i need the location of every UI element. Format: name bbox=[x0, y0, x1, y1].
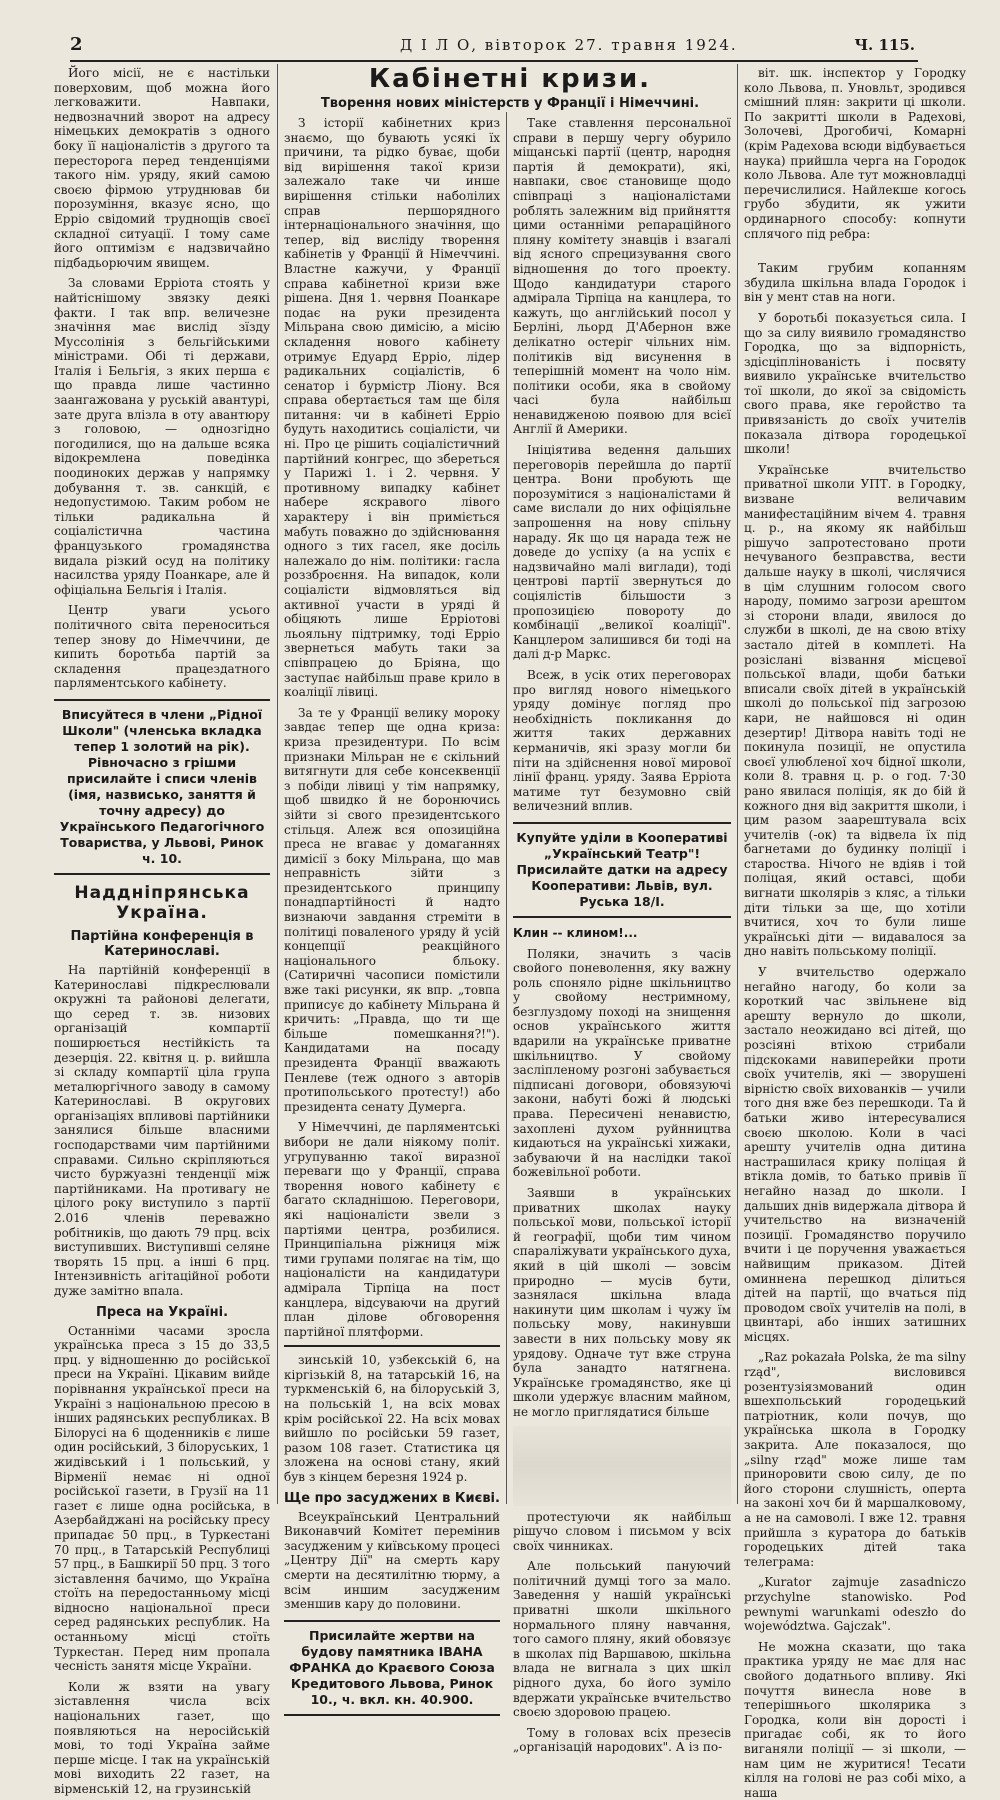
article-paragraph: Ініціятива ведення дальших переговорів перейшла до партії центра. Вони пробують ще порозумітися з націоналістами й саме вислали до них офіціяльне запрошення на нову спільну нараду. Як що ця нарада теж не доведе до успіху (а на успіх є надзвичайно малі виглади), тоді центрові партії звернуться до соціялістів більшости з пропозицією повороту до комбінації „великої коаліції". Канцлером залишився би тоді на далі д-р Маркс. bbox=[513, 443, 731, 662]
article-title-klin: Клин -- клином!... bbox=[513, 925, 638, 940]
article-paragraph: Українське вчительство приватної школи УПТ. в Городку, визване величавим манифестаційним вічем 4. травня ц. р., на якому як найбільш рішучо запротестовано проти нечуваного безправства, вести дальше науку в школі, числячися в цім слушним голосом свого народу, помимо загрози арештом зі сторони влади, явилося до служби в школі, де на свою втіху застало дітей в комплеті. На розіслані візвання місцевої польської влади, щоби батьки вписали своїх дітей в українській школі до польської під загрозою кари, не найшовся ні один дезертир! Дітвора навіть тоді не покинула позиції, не опустила своєї улюбленої хоч бідної школи, коли 8. травня ц. р. о год. 7·30 рано явилася поліція, як до бій й кожного дня від закриття школи, і цим разом заарештувала всіх учителів (-ок) та відвела їх під багнетами до будинку поліції і староства. Нічого не вдіяв і той поліцая, який оставсі, щоби вигнати школярів з кляс, а тільки діти тільки за ще, що хотіли вчитися, хоч то були лише українські діти — видавалося за дно навіть польському поліції. bbox=[744, 462, 966, 959]
article-paragraph: Останніми часами зросла українська преса з 15 до 33,5 прц. у відношенню до російської преси на Україні. Цікавим вийде порівнання української преси на Україні з національною пресою в інших радянських республиках. В Білорусі на 6 щоденників є лише один російський, 3 білоруських, 1 жидівський і 1 польський, у Вірменії немає ні одної російської газети, в Грузії на 11 газет є лише одна російська, в Азербайджані на російську пресу припадає 50 прц., в Туркестані 70 прц., в Татарській Республиці 57 прц., в Башкирії 50 прц. З того зіставлення бачимо, що Україна стоїть на передостанньому місці відносно національної преси серед радянських республик. На останньому місці стоїть Туркестан. Перед ним пропала чесність занятя місце України. bbox=[54, 1323, 270, 1674]
article-paragraph: Його місії, не є настільки поверховим, щоб можна його легковажити. Навпаки, недвозначний зворот на адресу німецьких демократів з одного боку її націоналістів з другого та пересторога перед тенденціями такого нім. уряду, який самою своєю фірмою утруднював би порозуміння, вказує ясно, що Ерріо свідомий труднощів своєї складної ситуації. І тому саме його оптимізм є надзвичайно підбадьорючим явищем. bbox=[54, 66, 270, 270]
article-paragraph: Тому в головах всіх презесів „організацій народових". А із по- bbox=[513, 1725, 731, 1755]
column-4 bbox=[744, 66, 966, 1800]
article-paragraph: Поляки, значить з часів свойого поневолення, яку важну роль споняло рідне шкільництво у свойому нестримному, безглуздому поході на знищення основ українського життя вдарили на українське приватне шкільництво. У свойому засліпленому розгоні забувається підписані договори, обовязуючі закони, набуті божі й людські права. Пересичені ненавистю, захоплені духом руйнництва кидаються на українські хижаки, забуваючи й на наслідки такої божевільної роботи. bbox=[513, 946, 731, 1180]
article-paragraph: віт. шк. інспектор у Городку коло Львова, п. Уновльт, зродився смішний плян: закрити ці школи. По закритті школи в Радехові, Золочеві, Дрогобичі, Комарні (крім Радехова всюди відбувається наука) прийшла черга на Городок коло Львова. Але тут можновладці перечислилися. Найлекше когось грубо збудити, як ужити ординарного способу: копнути сплячого під ребра: bbox=[744, 66, 966, 241]
article-paragraph: На партійній конференції в Катеринославі підкреслювали окружні та районові делегати, що серед т. зв. низових організацій компартії поширюється нестійкість та дезерція. 22. квітня ц. р. вийшла зі складу компартії ціла група металюргічного заводу в самому Катеринославі. В округових організаціях впливові партійники занялися більше власними господарствами чим партійними справами. Сильно скріпляються чисто буржуазні тенденції між партійниками. На противагу не цілого року виступило з партії 2.016 членів переважно робітників, що дають 79 прц. всіх виступивших. Виступивші селяне творять 15 прц. а інші 6 прц. Інтензивність агітаційної роботи дуже замітно впала. bbox=[54, 962, 270, 1298]
subheading: Ще про засуджених в Києві. bbox=[284, 1490, 500, 1506]
masthead: Д І Л О, вівторок 27. травня 1924. bbox=[400, 36, 738, 54]
column-divider bbox=[506, 112, 507, 1504]
article-paragraph: „Kurator zajmuje zasadniczo przychylne stanowisko. Pod pewnymi warunkami odeszło do województwa. Gajczak". bbox=[744, 1575, 966, 1634]
article-paragraph: У вчительство одержало негайно нагоду, бо коли за короткий час звільнене від арешту вернуло до школи, застало неожидано всі дітей, що розсіяні втіхою стрибали підскоками навиперейки проти своїх учителів, які — зворушені вірністю своїх вихованків — учили того дня вже без перешкоди. Та й батьки живо інтересувалися своєю школою. Коли в часі арешту учителів одна дитина настрашилася крику поліцая й втікла домів, то батько привів її негайно назад до школи. І дальших днів видержала дітвора й учительство на визначеній позиції. Громадянство поручило вчити і це поручення уважається найвищим приказом. Дітей оминнена перешкод ділиться дітей на партії, що вчаться під проводом своїх учителів на полі, в цвинтарі, або інших затишних місцях. bbox=[744, 965, 966, 1344]
column-divider bbox=[277, 64, 278, 1504]
issue-number: Ч. 115. bbox=[854, 36, 915, 54]
article-paragraph: Центр уваги усього політичного світа переноситься тепер знову до Німеччини, де кипить боротьба партій за складення працездатного парляментського кабінету. bbox=[54, 603, 270, 691]
article-paragraph: Заявши в українських приватних школах науку польської мови, польської історії й географії, щоби тим чином спараліжувати українського духа, який в цій школі — зовсім природно — мусів бути, зазнялася шкільна влада накинути цим школам і чужу їм польську мову, накинувши завести в них польську мову як урядову. Одначе тут вже струна була занадто натягнена. Українське громадянство, яке ці школи удержує власним майном, не могло приглядатися більше bbox=[513, 1186, 731, 1419]
censored-blank bbox=[513, 1426, 731, 1506]
column-divider bbox=[737, 64, 738, 1504]
article-paragraph: Всеукраїнський Центральний Виконавчий Комітет перемінив засудженим у київському процесі „Центру Дії" на смерть кару смерти на десятилітню тюрму, а всім иншим засудженим зменшив кару до половини. bbox=[284, 1509, 500, 1612]
article-subtitle: Творення нових міністерств у Франції і Німеччині. bbox=[320, 96, 700, 111]
article-title: Кабінетні кризи. bbox=[368, 64, 652, 94]
subheading: Преса на Україні. bbox=[95, 1304, 229, 1320]
article-paragraph: У Німеччині, де парляментські вибори не дали ніякому політ. угрупуванню такої виразної переваги що у Франції, справа творення нового кабінету є багато складнішою. Переговори, які націоналісти звели з партіями центра, розбилися. Принципіальна ріжниця між тими групами полягає на тім, що націоналісти на кандидатури адмірала Тірпіца на пост канцлера, відсуваючи на другий план ділове обговорення партійної плятформи. bbox=[284, 1120, 500, 1339]
header-rule bbox=[70, 60, 918, 62]
column-1 bbox=[54, 66, 270, 1796]
divider bbox=[284, 1345, 500, 1347]
page-number: 2 bbox=[70, 34, 83, 55]
censored-gap bbox=[744, 247, 966, 261]
article-paragraph: З історії кабінетних криз знаємо, що бувають усякі їх причини, та рідко буває, щоби від вирішення такої кризи залежало таке чи инше вирішення стільки наболілих справ першорядного інтернаціонального значіння, що тепер, від висліду творення кабінетів у Франції й Німеччині. Властне кажучи, у Франції справа кабінетної кризи вже рішена. Дня 1. червня Поанкаре подає на руки президента Мільрана свою димісію, а місію складення нового кабінету отримує Едуард Ерріо, лідер радикальних соціалістів, 6 сенатор і бурмістр Ліону. Вся справа обертається там ще біля питання: чи в кабінеті Ерріо будуть находитись соціалісти, чи ні. Про це рішить соціалістичний партійний конгрес, що збереться у Парижі 1. і 2. червня. У противному випадку кабінет набере яскравого лівого характеру і він приміється мабуть поважно до здійснювання одного з тих гасел, яке досіль належало до нім. політики: гасла роззброєння. На випадок, коли соціалісти відмовляться від активної участи в уряді й обіцяють лише Ерріотові льояльну підтримку, тоді Ерріо звернеться мабуть таки за співпрацею до Бріяна, що заступає найбільш праве крило в коаліції лівиці. bbox=[284, 116, 500, 700]
page-header bbox=[70, 32, 915, 58]
column-2 bbox=[284, 116, 500, 1707]
article-paragraph: За словами Ерріота стоять у найтіснішому звязку деякі факти. І так впр. величезне значіння має вислід зїзду Муссолінія з бельгійськими міністрами. Обі ті держави, Італія і Бельгія, з яких перша є що правда лише частинно заангажована у руській авантурі, зате друга влізла в оту авантюру з головою, — однозгідно погодилися, що на дальше всяка відокремлена поведінка поодиноких держав у напрямку добування т. зв. санкцій, є недопустимою. Таким робом не тільки радикальна й соціалістична частина французького громадянства видала різкий осуд на політику насилства уряду Поанкаре, але й офіціальна Бельгія і Італія. bbox=[54, 276, 270, 597]
column-3 bbox=[513, 116, 731, 1755]
article-paragraph: За те у Франції велику мороку завдає тепер ще одна криза: криза президентури. По всім признаки Мільран не є скільний витягнути для себе консеквенції з побіди лівиці у тім напрямку, щоб швидко й не боронючись зійти зі свого президентського стільця. Алеж вся опозиційна преса не вгаває у домаганнях димісії з боку Мільрана, що мав неправність зійти з президентського принципу понадпартійності й надто визнаючи завдання стреміти в політиці поваленого уряду й усій концепції реакційного національного бльоку. (Сатиричні часописи помістили вже такі рисунки, як впр. „товпа приписує до кабінету Мільрана й кричить: „Правда, що ти ще більше помешкання?!"). Кандидатами на посаду президента Франції вважають Пенлеве (теж одного з авторів протипольського протесту!) або президента сенату Думерга. bbox=[284, 705, 500, 1114]
announcement-ridna-shkola: Вписуйтеся в члени „Рідної Школи" (членська вкладка тепер 1 золотий на рік). Рівночасно з грішми присилайте і списи членів (імя, назвисько, заняття й точну адресу) до Українського Педагогічного Товариства, у Львові, Ринок ч. 10. bbox=[54, 699, 270, 875]
article-paragraph: „Raz pokazała Polska, że ma silny rząd", висловився розентузіязмований один вшехпольський городецький патріотник, коли почув, що українська школа в Городку закрита. Але показалося, що „silny rząd" може лише там приноровити свою силу, де по його сторони слушність, оперта на законі хоч би й маршалковому, а не на самоволі. І вже 12. травня прийшла з куратора до батьків городецьких дітей така телеграма: bbox=[744, 1350, 966, 1569]
announcement-ukrainian-theatre: Купуйте уділи в Кооперативі „Український Театр"! Присилайте датки на адресу Кооперативи: Львів, вул. Руська 18/I. bbox=[513, 822, 731, 918]
section-title: Наддніпрянська Україна. bbox=[74, 882, 250, 923]
article-paragraph: Таке ставлення персональної справи в першу чергу обурило міщанські партії (центр, народня партія й демократи), які, навпаки, своє становище щодо співпраці з націоналістами роблять залежним від прийняття цими останніми репараційного пляну комітету знавців і взагалі від ясного спрецизування свого відношення до того проекту. Щодо кандидатури старого адмірала Тірпіца на канцлера, то кажуть, що англійський посол у Берліні, льорд Д'Абернон вже делікатно остеріг чільних нім. політиків від висунення в теперішній момент на чоло нім. політики особи, яка в свойому часі була найбільш ненавидженою появою для всієї Англії й Америки. bbox=[513, 116, 731, 437]
article-paragraph: Не можна сказати, що така практика уряду не має для нас свойого додатнього впливу. Які почуття винесла нове в теперішнього школярика з Городка, коли він дорості і пригадає собі, як то його виганяли поліції — зі школи, — нам цим не журитися! Тесати кілля на голові не раз собі міхо, а наша bbox=[744, 1639, 966, 1800]
article-paragraph: У боротьбі показується сила. І що за силу виявило громадянство Городка, що за відпорність, здісціплінованість і посвяту виявило українське вчительство тої школи, до якої за свідомість свого права, яке геройство та привязаність до своїх учителів показала дітвора городецької школи! bbox=[744, 310, 966, 457]
announcement-franko-monument: Присилайте жертви на будову памятника ІВАНА ФРАНКА до Краєвого Союза Кредитового Львова, Ринок 10., ч. вкл. кн. 40.900. bbox=[284, 1620, 500, 1716]
article-paragraph: зинській 10, узбекській 6, на кіргізькій 8, на татарській 16, на туркменській 6, на білоруській 3, на польській 1, на всіх мовах крім російської 22. На всіх мовах вийшло по російськи 59 газет, разом 108 газет. Статистика ця зложена на основі стану, який був з кінцем березня 1924 р. bbox=[284, 1353, 500, 1485]
article-paragraph: Всеж, в усік отих переговорах про вигляд нового німецького уряду домінує погляд про необхідність покликання до життя таких державних керманичів, які зразу могли би піти на здійснення нової мирової лінії франц. уряду. Заява Ерріота матиме тут безумовно свій величезний вплив. bbox=[513, 667, 731, 814]
article-paragraph: протестуючи як найбільш рішучо словом і письмом у всіх своїх чинниках. bbox=[513, 1509, 731, 1553]
article-paragraph: Таким грубим копанням збудила шкільна влада Городок і він у мент став на ноги. bbox=[744, 261, 966, 305]
subheading: Партійна конференція в Катеринославі. bbox=[70, 928, 254, 959]
article-paragraph: Але польський пануючий політичний думці того за мало. Заведення у нашій українські приватні школи шкільного нормального пляну навчання, того самого пляну, який обовязує в школах під Варшавою, шкільна влада не вигнала з цих шкіл рідного духа, бо його зуміло вдержати українське вчительство своєю здоровою працею. bbox=[513, 1559, 731, 1720]
article-paragraph: Коли ж взяти на увагу зіставлення числа всіх національних газет, що появляються на неросійській мові, то тоді Україна займе перше місце. І так на українській мові виходить 22 газет, на вірменській 12, на грузинській bbox=[54, 1679, 270, 1796]
